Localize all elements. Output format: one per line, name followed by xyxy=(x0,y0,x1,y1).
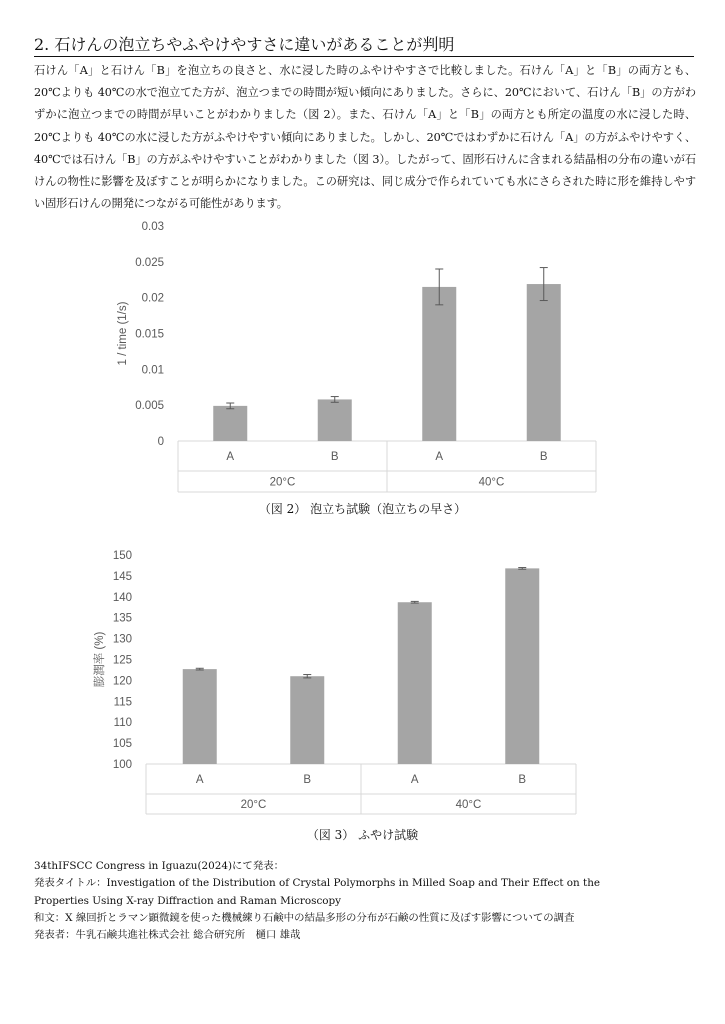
y-tick-label: 0 xyxy=(157,436,164,448)
x-category-label: B xyxy=(303,774,312,786)
figure-3-caption: （図 3） ふやけ試験 xyxy=(306,828,419,842)
x-category-label: B xyxy=(518,774,527,786)
foaming-chart xyxy=(0,210,725,495)
bar xyxy=(527,284,561,441)
presentation-footer xyxy=(34,858,694,944)
bar xyxy=(183,669,217,764)
x-group-label: 40°C xyxy=(455,799,482,811)
bar xyxy=(422,287,456,441)
y-axis-label: 1 / time (1/s) xyxy=(117,301,129,366)
y-tick-label: 0.03 xyxy=(141,221,164,233)
y-tick-label: 140 xyxy=(112,591,132,604)
x-category-label: B xyxy=(539,451,548,463)
bar xyxy=(318,399,352,441)
x-category-label: B xyxy=(330,451,339,463)
x-group-label: 40°C xyxy=(478,476,505,489)
y-tick-label: 115 xyxy=(113,696,132,709)
section-heading: 2. 石けんの泡立ちやふやけやすさに違いがあることが判明 xyxy=(34,34,694,57)
y-tick-label: 0.02 xyxy=(141,292,164,305)
bar xyxy=(213,406,247,441)
y-axis-label: 膨潤率 (%) xyxy=(94,631,106,688)
footer-line-title-en-2: Properties Using X-ray Diffraction and Raman Microscopy xyxy=(34,894,342,907)
y-tick-label: 120 xyxy=(112,675,132,688)
footer-line-presenter: 発表者：牛乳石鹸共進社株式会社 総合研究所 樋口 雄哉 xyxy=(34,929,301,942)
footer-line-title-en-1: 発表タイトル：Investigation of the Distribution of Crystal Polymorphs in Milled Soap and Their Effect on the xyxy=(34,877,601,890)
y-tick-label: 0.015 xyxy=(135,328,164,341)
y-tick-label: 125 xyxy=(112,654,132,667)
swelling-chart xyxy=(0,540,725,815)
footer-line-congress: 34thIFSCC Congress in Iguazu(2024)にて発表： xyxy=(34,860,284,872)
y-tick-label: 110 xyxy=(113,717,132,730)
bar xyxy=(398,602,432,764)
y-tick-label: 130 xyxy=(112,633,132,646)
bar xyxy=(505,568,539,764)
y-tick-label: 0.025 xyxy=(135,256,164,269)
y-tick-label: 145 xyxy=(112,570,132,583)
y-tick-label: 0.005 xyxy=(135,400,164,413)
x-category-label: A xyxy=(410,774,419,786)
y-tick-label: 0.01 xyxy=(141,364,164,377)
body-paragraph: 石けん「A」と石けん「B」を泡立ちの良さと、水に浸した時のふやけやすさで比較しました。石けん「A」と「B」の両方とも、20℃よりも 40℃の水で泡立てた方が、泡立つまでの時間が短い傾向にありました。さらに、20℃において、石けん「B」の方がわずかに泡立つまでの時間が早いことがわかりました（図 2）。また、石けん「A」と「B」の両方とも所定の温度の水に浸した時、20℃よりも 40℃の水に浸した方がふやけやすい傾向にありました。しかし、20℃ではわずかに石けん「A」の方がふやけやすく、40℃では石けん「B」の方がふやけやすいことがわかりました（図 3）。したがって、固形石けんに含まれる結晶相の分布の違いが石けんの物性に影響を及ぼすことが明らかになりました。この研究は、同じ成分で作られていても水にさらされた時に形を維持しやすい固形石けんの開発につながる可能性があります。 xyxy=(34,64,696,211)
x-category-label: A xyxy=(226,451,235,463)
y-tick-label: 135 xyxy=(112,612,132,625)
y-tick-label: 100 xyxy=(112,759,132,771)
x-group-label: 20°C xyxy=(269,476,296,489)
footer-line-title-ja: 和文：X 線回折とラマン顕微鏡を使った機械練り石鹸中の結晶多形の分布が石鹸の性質に及ぼす影響についての調査 xyxy=(34,911,575,924)
y-tick-label: 105 xyxy=(112,738,132,751)
bar xyxy=(290,676,324,764)
x-group-label: 20°C xyxy=(240,799,267,811)
figure-2-caption: （図 2） 泡立ち試験（泡立ちの早さ） xyxy=(258,502,467,516)
x-category-label: A xyxy=(435,451,444,463)
x-category-label: A xyxy=(195,774,204,786)
y-tick-label: 150 xyxy=(112,550,132,562)
